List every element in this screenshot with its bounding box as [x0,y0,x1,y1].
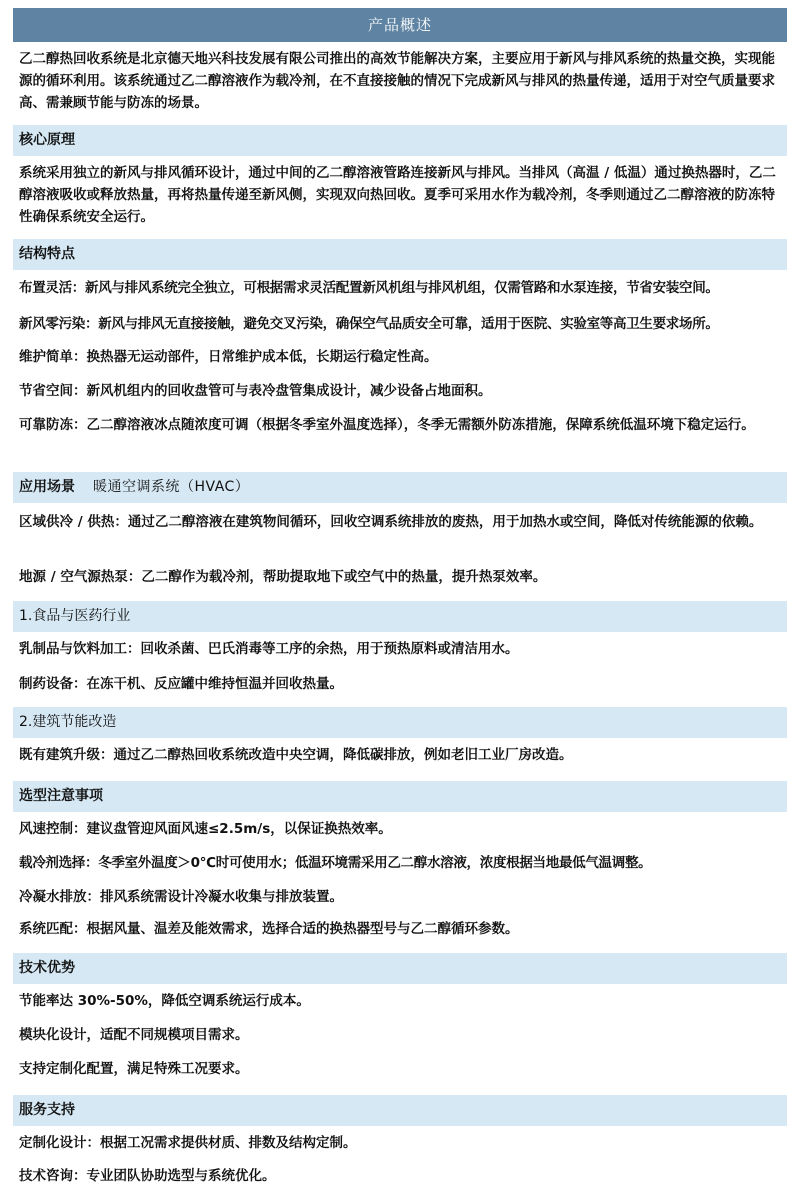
selection-item: 冷凝水排放：排风系统需设计冷凝水收集与排放装置。 [19,889,343,905]
application-item: 区域供冷 / 供热：通过乙二醇溶液在建筑物间循环，回收空调系统排放的废热，用于加热水或空间，降低对传统能源的依赖。 [19,514,763,530]
building-item: 既有建筑升级：通过乙二醇热回收系统改造中央空调，降低碳排放，例如老旧工业厂房改造。 [19,747,573,763]
application-heading: 应用场景 [19,479,75,495]
section-heading-building [13,707,787,738]
service-heading: 服务支持 [19,1102,75,1118]
selection-item: 系统匹配：根据风量、温差及能效需求，选择合适的换热器型号与乙二醇循环参数。 [19,921,519,937]
service-item: 技术咨询：专业团队协助选型与系统优化。 [19,1168,276,1184]
food-medical-item: 制药设备：在冻干机、反应罐中维持恒温并回收热量。 [19,676,343,692]
structure-heading: 结构特点 [19,246,75,262]
principle-heading: 核心原理 [19,132,75,148]
structure-item: 维护简单：换热器无运动部件，日常维护成本低，长期运行稳定性高。 [19,349,438,365]
structure-item: 布置灵活：新风与排风系统完全独立，可根据需求灵活配置新风机组与排风机组，仅需管路和水泵连接，节省安装空间。 [19,280,719,296]
principle-paragraph: 系统采用独立的新风与排风循环设计，通过中间的乙二醇溶液管路连接新风与排风。当排风（高温 / 低温）通过换热器时，乙二醇溶液吸收或释放热量，再将热量传递至新风侧，实现双向热回收。夏季可采用水作为载冷剂，冬季则通过乙二醇溶液的防冻特性确保系统安全运行。 [19,165,776,225]
section-heading-principle [13,125,787,156]
section-heading-application [13,472,787,503]
advantages-item: 节能率达 30%-50%，降低空调系统运行成本。 [19,993,310,1009]
page-title: 产品概述 [13,8,787,42]
building-heading: 2.建筑节能改造 [19,714,117,730]
food-medical-item: 乳制品与饮料加工：回收杀菌、巴氏消毒等工序的余热，用于预热原料或清洁用水。 [19,641,519,657]
section-heading-advantages [13,953,787,984]
structure-item: 新风零污染：新风与排风无直接接触，避免交叉污染，确保空气品质安全可靠，适用于医院、实验室等高卫生要求场所。 [19,316,719,332]
application-item: 地源 / 空气源热泵：乙二醇作为载冷剂，帮助提取地下或空气中的热量，提升热泵效率。 [19,569,547,585]
selection-heading: 选型注意事项 [19,788,103,804]
intro-paragraph: 乙二醇热回收系统是北京德天地兴科技发展有限公司推出的高效节能解决方案，主要应用于新风与排风系统的热量交换，实现能源的循环利用。该系统通过乙二醇溶液作为载冷剂，在不直接接触的情况下完成新风与排风的热量传递，适用于对空气质量要求高、需兼顾节能与防冻的场景。 [19,51,775,111]
service-item: 定制化设计：根据工况需求提供材质、排数及结构定制。 [19,1135,357,1151]
selection-item: 载冷剂选择：冬季室外温度＞0℃时可使用水；低温环境需采用乙二醇水溶液，浓度根据当地最低气温调整。 [19,855,652,871]
advantages-item: 模块化设计，适配不同规模项目需求。 [19,1027,249,1043]
section-heading-selection [13,781,787,812]
selection-item: 风速控制：建议盘管迎风面风速≤2.5m/s，以保证换热效率。 [19,821,392,837]
application-subheading: 暖通空调系统（HVAC） [93,479,250,495]
section-heading-service [13,1095,787,1126]
structure-item: 节省空间：新风机组内的回收盘管可与表冷盘管集成设计，减少设备占地面积。 [19,383,492,399]
advantages-heading: 技术优势 [19,960,75,976]
food-medical-heading: 1.食品与医药行业 [19,608,131,624]
structure-item: 可靠防冻：乙二醇溶液冰点随浓度可调（根据冬季室外温度选择），冬季无需额外防冻措施，保障系统低温环境下稳定运行。 [19,417,755,433]
section-heading-structure [13,239,787,270]
advantages-item: 支持定制化配置，满足特殊工况要求。 [19,1061,249,1077]
section-heading-food-medical [13,601,787,632]
